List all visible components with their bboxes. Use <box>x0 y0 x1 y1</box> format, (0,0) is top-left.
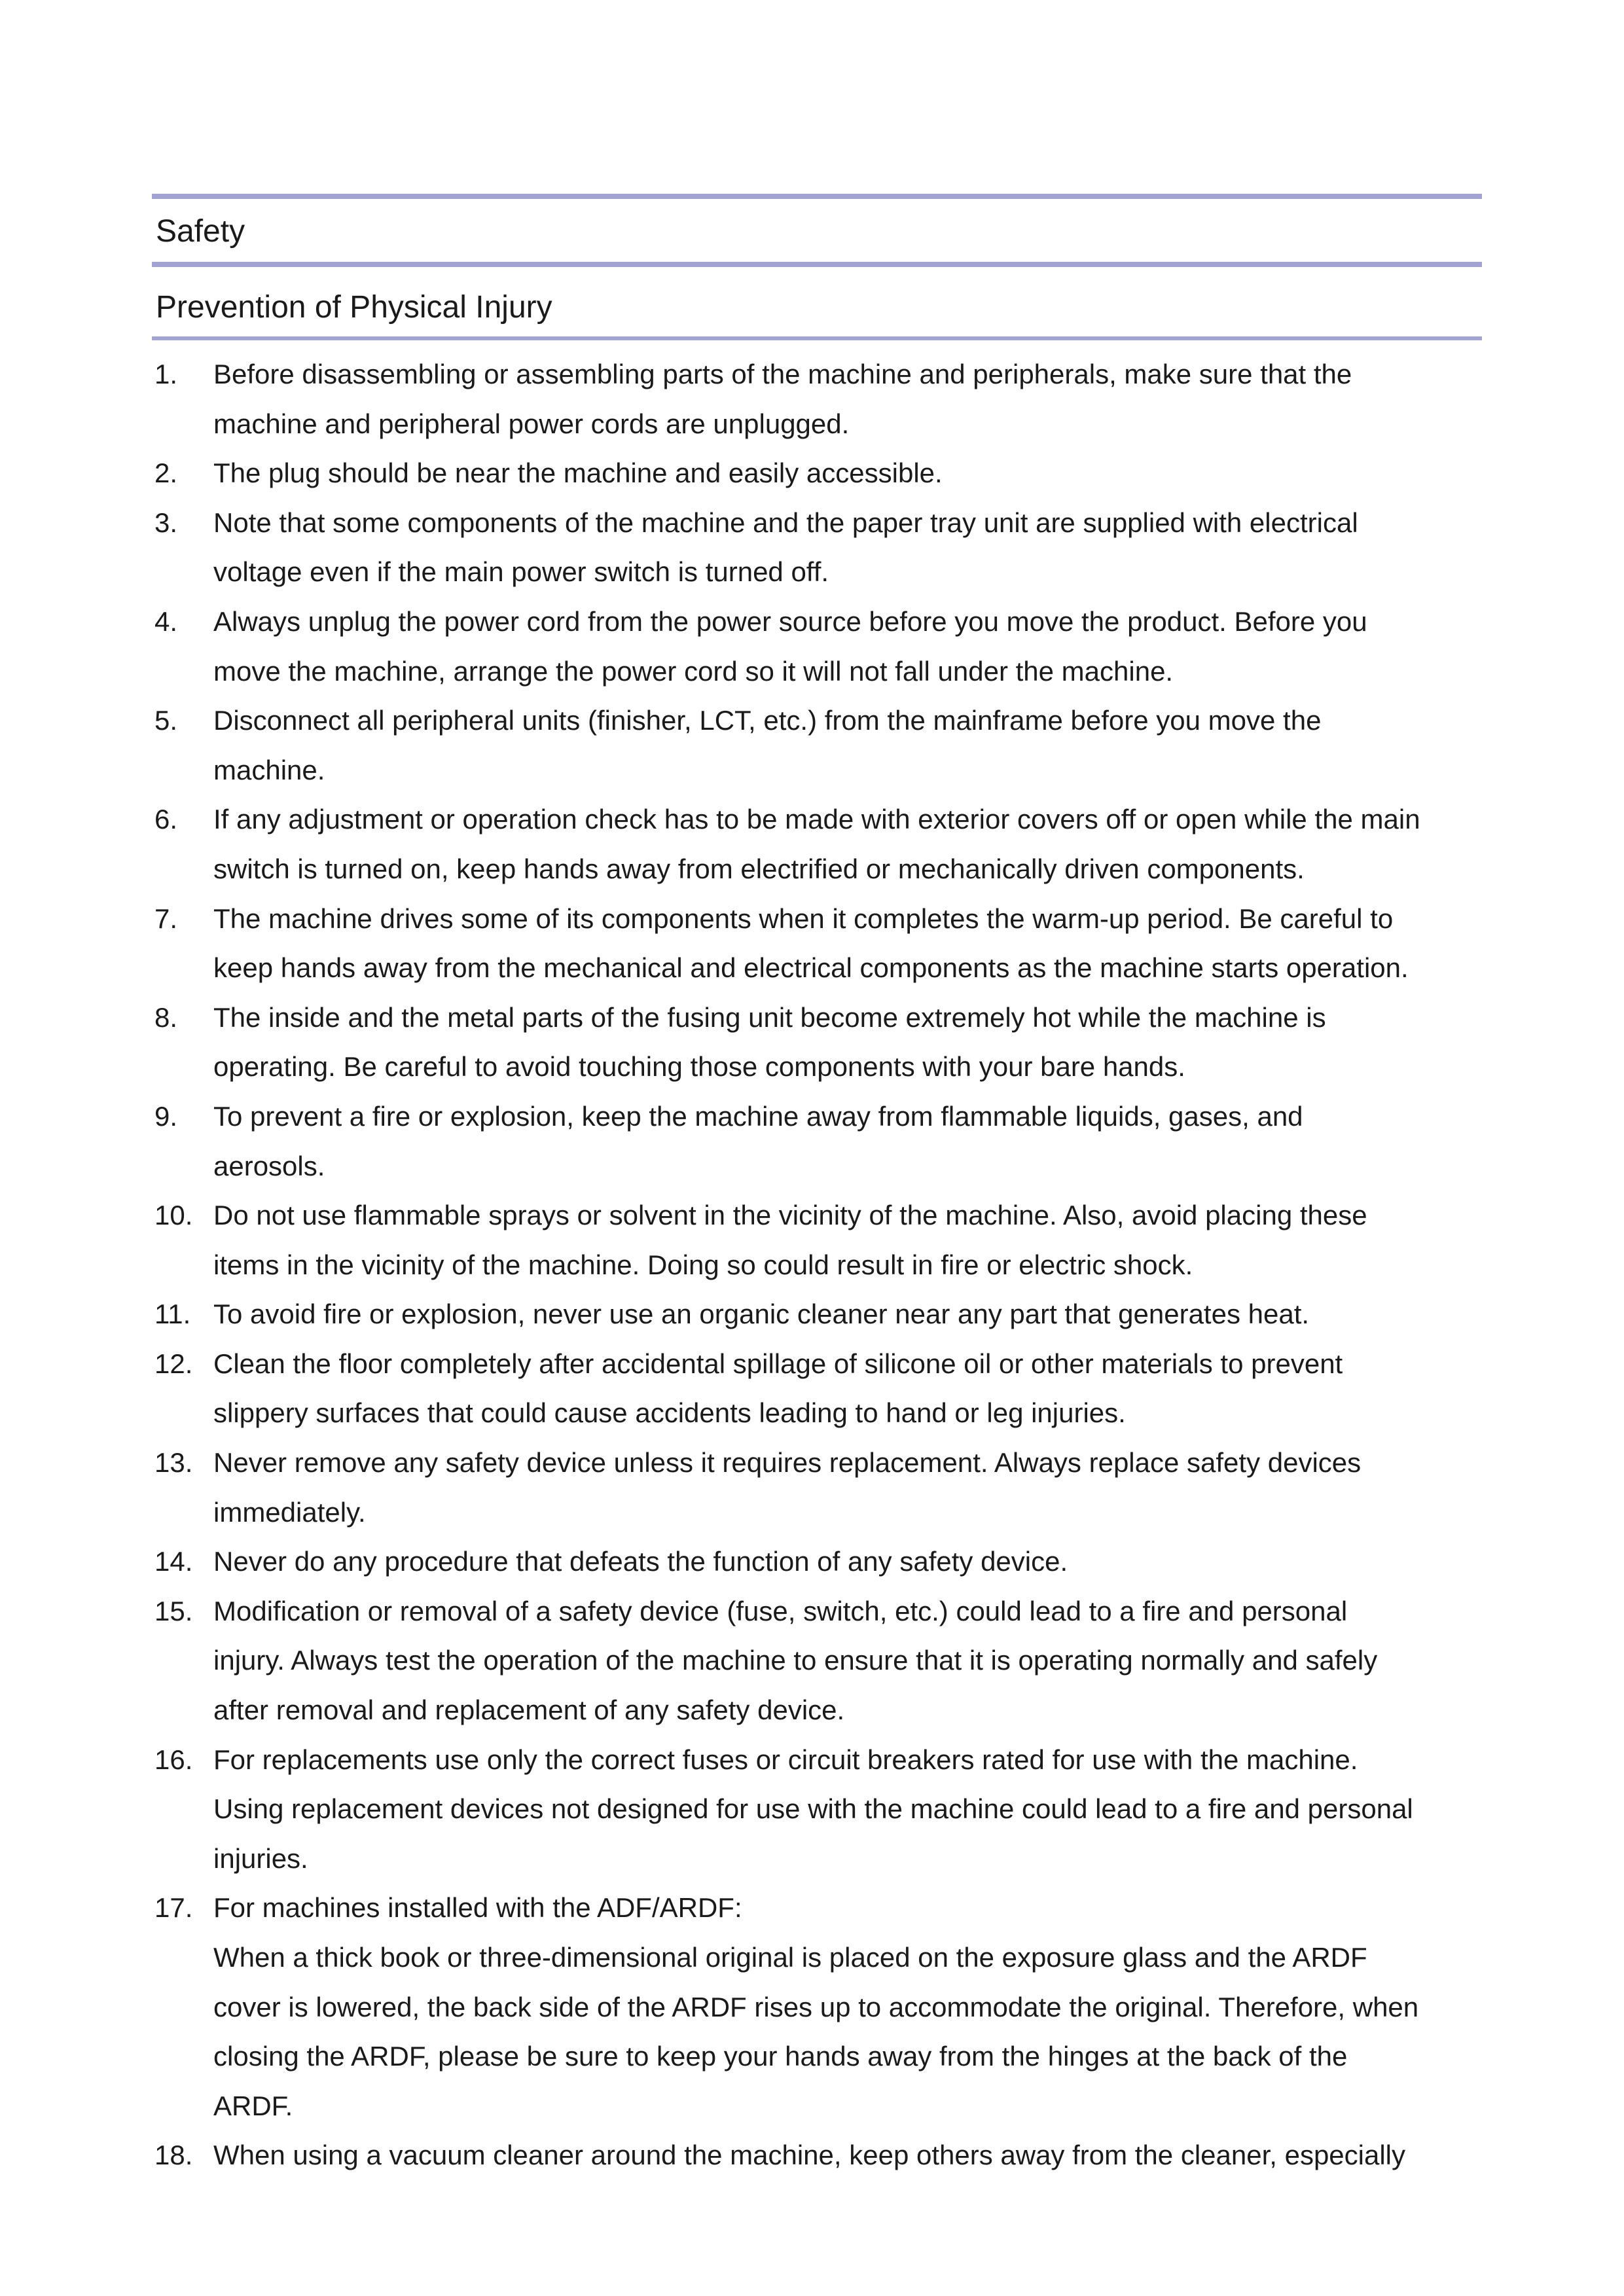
list-item-text-line: slippery surfaces that could cause accidents leading to hand or leg injuries. <box>213 1397 1126 1429</box>
list-item <box>152 2130 1482 2180</box>
list-item-text-line: move the machine, arrange the power cord so it will not fall under the machine. <box>213 655 1174 687</box>
list-item-text-line: voltage even if the main power switch is turned off. <box>213 556 829 588</box>
list-item-text-line: Before disassembling or assembling parts of the machine and peripherals, make sure that the <box>213 359 1352 389</box>
list-item-text-line: Using replacement devices not designed for use with the machine could lead to a fire and personal <box>213 1793 1413 1825</box>
list-item-text-line: items in the vicinity of the machine. Doing so could result in fire or electric shock. <box>213 1249 1193 1280</box>
list-item <box>152 696 1482 795</box>
list-item-text-line: closing the ARDF, please be sure to keep your hands away from the hinges at the back of the <box>213 2041 1348 2072</box>
list-item <box>152 1339 1482 1438</box>
list-item-text-line: Always unplug the power cord from the power source before you move the product. Before you <box>213 605 1367 637</box>
section-bottom-rule <box>152 262 1482 267</box>
list-item-number: 1. <box>154 359 178 389</box>
list-item <box>152 597 1482 696</box>
list-item-number: 16. <box>154 1744 193 1775</box>
list-item-text-line: machine. <box>213 754 325 785</box>
list-item-number: 11. <box>154 1299 191 1330</box>
list-item-text-line: injury. Always test the operation of the machine to ensure that it is operating normally and safely <box>213 1645 1378 1676</box>
list-item <box>152 448 1482 498</box>
list-item-number: 15. <box>154 1595 193 1626</box>
list-item-text-line: For machines installed with the ADF/ARDF: <box>213 1892 742 1924</box>
list-item-number: 7. <box>154 903 178 934</box>
list-item-text-line: Never remove any safety device unless it requires replacement. Always replace safety devices <box>213 1447 1362 1479</box>
list-item <box>152 894 1482 993</box>
list-item-text-line: keep hands away from the mechanical and electrical components as the machine starts operation. <box>213 952 1409 984</box>
document-page <box>152 194 1482 2180</box>
list-item-text-line: operating. Be careful to avoid touching those components with your bare hands. <box>213 1051 1185 1083</box>
list-item-number: 10. <box>154 1200 193 1231</box>
list-item-text-line: after removal and replacement of any safety device. <box>213 1695 845 1726</box>
list-item-text-line: To prevent a fire or explosion, keep the machine away from flammable liquids, gases, and <box>213 1100 1303 1132</box>
list-item <box>152 1883 1482 2130</box>
list-item-text-line: machine and peripheral power cords are unplugged. <box>213 408 850 439</box>
list-item-text-line: Modification or removal of a safety device (fuse, switch, etc.) could lead to a fire and personal <box>213 1595 1348 1626</box>
list-item-text-line: immediately. <box>213 1496 366 1528</box>
list-item-text-line: Note that some components of the machine and the paper tray unit are supplied with electrical <box>213 507 1358 538</box>
list-item-number: 2. <box>154 457 178 489</box>
list-item <box>152 1438 1482 1537</box>
list-item <box>152 993 1482 1092</box>
list-item <box>152 1191 1482 1289</box>
list-item <box>152 795 1482 893</box>
list-item-number: 4. <box>154 605 178 637</box>
list-item <box>152 1587 1482 1735</box>
list-item-text-line: To avoid fire or explosion, never use an organic cleaner near any part that generates heat. <box>213 1299 1310 1330</box>
list-item-number: 3. <box>154 507 178 538</box>
list-item-text-line: The plug should be near the machine and easily accessible. <box>213 457 943 489</box>
list-item <box>152 1289 1482 1339</box>
list-item <box>152 1537 1482 1587</box>
list-item-number: 8. <box>154 1001 178 1033</box>
list-item-number: 5. <box>154 705 178 736</box>
list-item-number: 9. <box>154 1100 178 1132</box>
list-item-text-line: switch is turned on, keep hands away from electrified or mechanically driven components. <box>213 853 1305 884</box>
list-item-number: 6. <box>154 804 178 835</box>
list-item-number: 17. <box>154 1892 193 1924</box>
list-item-text-line: injuries. <box>213 1842 308 1874</box>
list-item-text-line: cover is lowered, the back side of the ARDF rises up to accommodate the original. Therefore, when <box>213 1991 1419 2022</box>
list-item-number: 12. <box>154 1348 193 1379</box>
list-item-text-line: Clean the floor completely after accidental spillage of silicone oil or other materials to prevent <box>213 1348 1343 1379</box>
list-item <box>152 1735 1482 1884</box>
list-item-text-line: Disconnect all peripheral units (finisher, LCT, etc.) from the mainframe before you move the <box>213 705 1322 736</box>
list-item <box>152 1092 1482 1191</box>
list-item <box>152 350 1482 448</box>
section-title: Safety <box>156 214 245 249</box>
list-item-text-line: If any adjustment or operation check has to be made with exterior covers off or open while the main <box>213 804 1420 835</box>
list-item-text-line: When using a vacuum cleaner around the machine, keep others away from the cleaner, especially <box>213 2140 1406 2171</box>
list-item <box>152 498 1482 597</box>
list-item-text-line: aerosols. <box>213 1150 325 1181</box>
section-top-rule <box>152 194 1482 199</box>
list-item-text-line: Never do any procedure that defeats the function of any safety device. <box>213 1546 1068 1577</box>
list-item-text-line: For replacements use only the correct fuses or circuit breakers rated for use with the machine. <box>213 1744 1358 1775</box>
list-item-text-line: When a thick book or three-dimensional original is placed on the exposure glass and the ARDF <box>213 1942 1367 1973</box>
list-item-number: 14. <box>154 1546 193 1577</box>
list-item-number: 18. <box>154 2140 193 2171</box>
subsection-title: Prevention of Physical Injury <box>156 290 552 325</box>
safety-item-list <box>152 340 1482 2180</box>
list-item-number: 13. <box>154 1447 193 1479</box>
list-item-text-line: The machine drives some of its components when it completes the warm-up period. Be careful to <box>213 903 1394 934</box>
list-item-text-line: The inside and the metal parts of the fusing unit become extremely hot while the machine is <box>213 1001 1326 1033</box>
list-item-text-line: Do not use flammable sprays or solvent in the vicinity of the machine. Also, avoid placing these <box>213 1200 1367 1231</box>
list-item-text-line: ARDF. <box>213 2090 293 2121</box>
